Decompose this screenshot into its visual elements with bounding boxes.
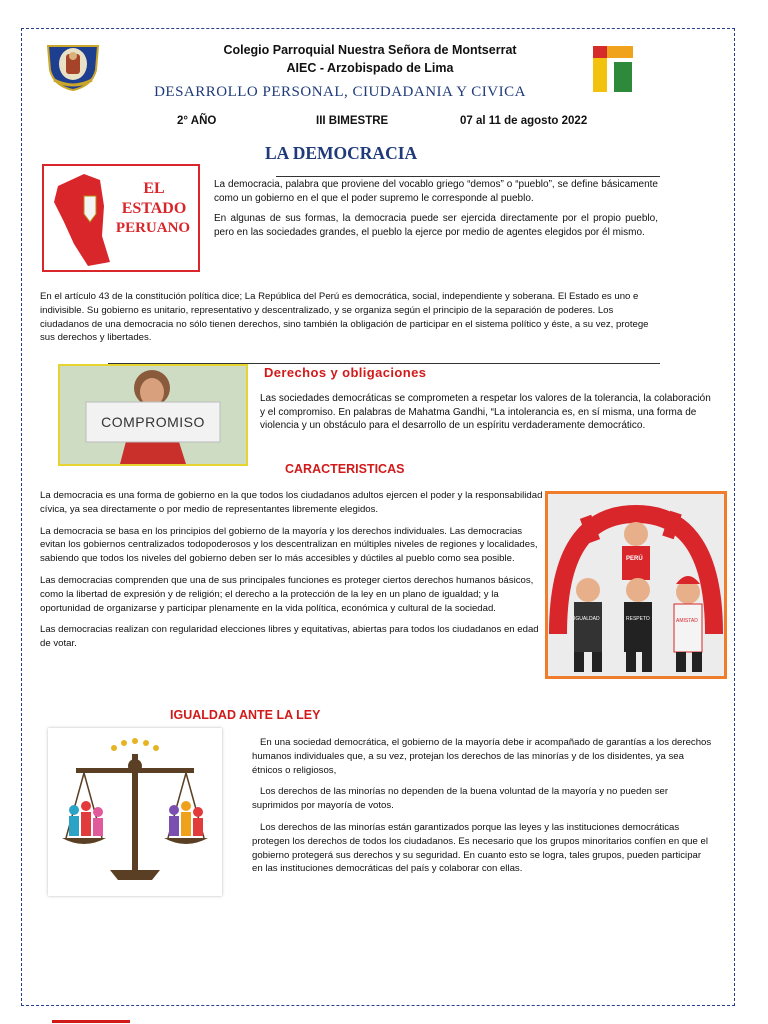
shirt-label-peru: PERÚ: [626, 556, 643, 562]
intro-paragraph-2: En algunas de sus formas, la democracia puede ser ejercida directamente por el propio pueblo, pero en las sociedades grandes, el pueblo la ejerce por medio de agentes elegidos por él mismo.: [214, 213, 658, 238]
shirt-label-amistad: AMISTAD: [676, 618, 698, 624]
dates-label: 07 al 11 de agosto 2022: [460, 115, 588, 127]
caracteristicas-paragraph-4: Las democracias realizan con regularidad elecciones libres y equitativas, abiertas para todos los ciudadanos en edad de votar.: [40, 624, 539, 650]
title-underline: [276, 176, 660, 177]
ciudadanos-illustration: [545, 491, 727, 679]
department-title: DESARROLLO PERSONAL, CIUDADANIA Y CIVICA: [154, 84, 526, 100]
igualdad-text: [252, 736, 712, 876]
school-crest: [44, 40, 102, 92]
school-name: Colegio Parroquial Nuestra Señora de Montserrat: [223, 43, 517, 57]
compromiso-image: [58, 364, 248, 466]
caracteristicas-paragraph-2: La democracia se basa en los principios del gobierno de la mayoría y los derechos individuales. Las democracias evitan los gobiernos centralizados todopoderosos y los descentralizan en múltiples niveles de regiones y localidades, sabiendo que todos los niveles del gobierno deben ser lo más accesibles y dúctiles al pueblo como sea posible.: [40, 525, 538, 565]
page-title: LA DEMOCRACIA: [265, 143, 418, 163]
estado-peruano-image: [42, 164, 200, 272]
caracteristicas-paragraph-1: La democracia es una forma de gobierno en la que todos los ciudadanos adultos ejercen el poder y la responsabilidad cívica, ya sea directamente o por medio de representantes libremente elegidos.: [40, 490, 543, 515]
footer-red-mark: [52, 1020, 130, 1023]
article-43-paragraph: En el artículo 43 de la constitución política dice; La República del Perú es democrática, social, independiente y soberana. El Estado es uno e indivisible. Su gobierno es unitario, representativo y descentralizado, y se organiza según el principio de la separación de poderes. Los ciudadanos de una democracia no sólo tienen derechos, sino también la obligación de participar en el sistema político y éste, a su vez, protege sus derechos y libertades.: [40, 291, 649, 344]
grade-label: 2° AÑO: [177, 115, 217, 127]
estado-line2: ESTADO: [121, 200, 187, 217]
caracteristicas-heading: CARACTERISTICAS: [285, 462, 405, 476]
institution-logo: [592, 46, 634, 92]
caracteristicas-text: [40, 489, 546, 651]
compromiso-label: COMPROMISO: [101, 414, 205, 430]
derechos-heading: Derechos y obligaciones: [264, 365, 427, 380]
igualdad-paragraph-1: En una sociedad democrática, el gobierno de la mayoría debe ir acompañado de garantías a los derechos humanos individuales que, a su vez, protejan los derechos de las minorías y de los disidentes, ya sea étnicos o religiosos,: [252, 737, 712, 776]
caracteristicas-paragraph-3: Las democracias comprenden que una de sus principales funciones es proteger ciertos derechos humanos básicos, como la libertad de expresión y de religión; el derecho a la protección de la ley en un plano de igualdad; y la oportunidad de organizarse y participar plenamente en la vida política, económica y cultural de la sociedad.: [40, 574, 534, 614]
intro-paragraph-1: La democracia, palabra que proviene del vocablo griego “demos” o “pueblo”, se define básicamente como un gobierno en el que el poder supremo le corresponde al pueblo.: [214, 179, 658, 204]
school-org: AIEC - Arzobispado de Lima: [286, 61, 454, 75]
intro-text: [214, 178, 658, 239]
shirt-label-respeto: RESPETO: [626, 616, 650, 622]
scales-of-justice-image: [48, 728, 222, 896]
estado-line1: EL: [143, 180, 165, 197]
derechos-text: Las sociedades democráticas se comprometen a respetar los valores de la tolerancia, la colaboración y el compromiso. En palabras de Mahatma Gandhi, “La intolerancia es, en sí misma, una forma de violencia y un obstáculo para el desarrollo de un espíritu verdaderamente democrático.: [260, 393, 711, 431]
school-header: [150, 41, 590, 77]
igualdad-heading: IGUALDAD ANTE LA LEY: [170, 708, 321, 722]
igualdad-paragraph-3: Los derechos de las minorías están garantizados porque las leyes y las instituciones democráticas protegen los derechos de todos los ciudadanos. Es necesario que los grupos minoritarios confíen en que el gobierno protegerá sus derechos y su seguridad. En cuanto esto se logra, tales grupos, pueden participar en las instituciones democráticas del país y colaborar con ellas.: [252, 821, 708, 875]
term-label: III BIMESTRE: [316, 115, 389, 127]
estado-line3: PERUANO: [115, 220, 191, 236]
igualdad-paragraph-2: Los derechos de las minorías no dependen de la buena voluntad de la mayoría y no pueden ser suprimidos por mayoría de votos.: [252, 786, 669, 812]
shirt-label-igualdad: IGUALDAD: [574, 616, 600, 622]
